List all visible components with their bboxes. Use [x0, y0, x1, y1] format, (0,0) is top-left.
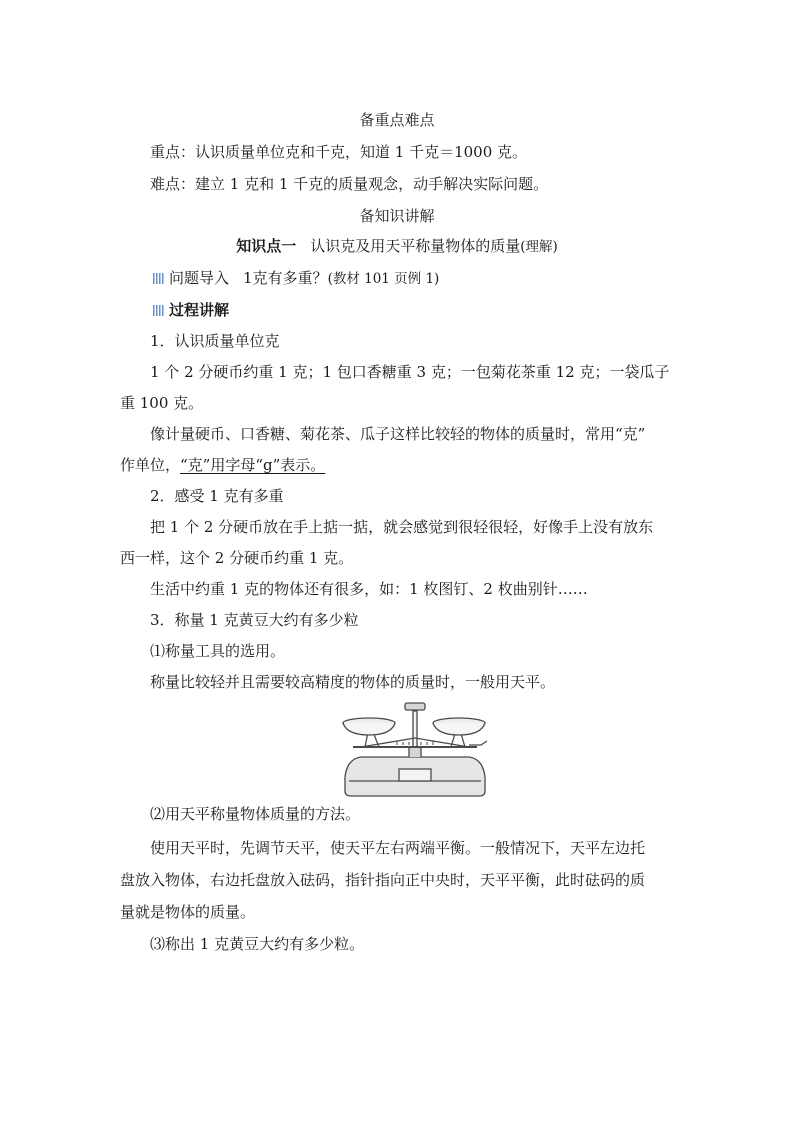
underlined-text: “克”用字母“g”表示。 — [180, 456, 326, 474]
paragraph-line: 使用天平时，先调节天平，使天平左右两端平衡。一般情况下，天平左边托 — [150, 839, 646, 857]
process-heading — [153, 300, 229, 320]
knowledge-point-label: 知识点一 — [236, 237, 297, 255]
knowledge-point-title: 认识克及用天平称量物体的质量 — [310, 237, 521, 255]
heading-key-points: 备重点难点 — [359, 111, 435, 129]
knowledge-point-heading — [0, 236, 794, 257]
subsection-3: ⑶称出 1 克黄豆大约有多少粒。 — [150, 935, 365, 953]
question-label: 问题导入 — [169, 269, 230, 287]
paragraph-line: 像计量硬币、口香糖、菊花茶、瓜子这样比较轻的物体的质量时，常用“克” — [150, 425, 646, 443]
subsection-2: ⑵用天平称量物体质量的方法。 — [150, 805, 361, 823]
process-label: 过程讲解 — [169, 301, 230, 319]
paragraph-line: 1 个 2 分硬币约重 1 克；1 包口香糖重 3 克；一包菊花茶重 12 克；一袋瓜子 — [150, 363, 670, 381]
paragraph-line: 西一样，这个 2 分硬币约重 1 克。 — [120, 549, 354, 567]
section-1-title: 1．认识质量单位克 — [150, 332, 280, 350]
section-2-title: 2．感受 1 克有多重 — [150, 487, 284, 505]
question-intro — [153, 268, 439, 289]
question-text: 1克有多重？ — [243, 269, 328, 287]
heading-knowledge: 备知识讲解 — [359, 207, 435, 225]
paragraph-line: 把 1 个 2 分硬币放在手上掂一掂，就会感觉到很轻很轻，好像手上没有放东 — [150, 518, 654, 536]
paragraph-line: 生活中约重 1 克的物体还有很多，如：1 枚图钉、2 枚曲别针…… — [150, 580, 588, 598]
paragraph-line: 量就是物体的质量。 — [120, 903, 256, 921]
square-bullet-icon — [153, 305, 164, 316]
paragraph-line: 称量比较轻并且需要较高精度的物体的质量时，一般用天平。 — [150, 673, 556, 691]
paragraph-line — [120, 455, 325, 475]
focus-text: 重点：认识质量单位克和千克，知道 1 千克＝1000 克。 — [150, 143, 528, 161]
paragraph-line: 盘放入物体，右边托盘放入砝码，指针指向正中央时，天平平衡，此时砝码的质 — [120, 871, 646, 889]
knowledge-point-tag: (理解) — [520, 239, 558, 255]
square-bullet-icon — [153, 273, 164, 284]
subsection-1: ⑴称量工具的选用。 — [150, 642, 286, 660]
balance-scale-illustration — [339, 697, 491, 799]
section-3-title: 3．称量 1 克黄豆大约有多少粒 — [150, 611, 359, 629]
difficulty-text: 难点：建立 1 克和 1 千克的质量观念，动手解决实际问题。 — [150, 175, 549, 193]
question-ref: (教材 101 页例 1) — [327, 271, 440, 287]
paragraph-line: 重 100 克。 — [120, 394, 204, 412]
paragraph-text: 作单位， — [120, 456, 181, 474]
